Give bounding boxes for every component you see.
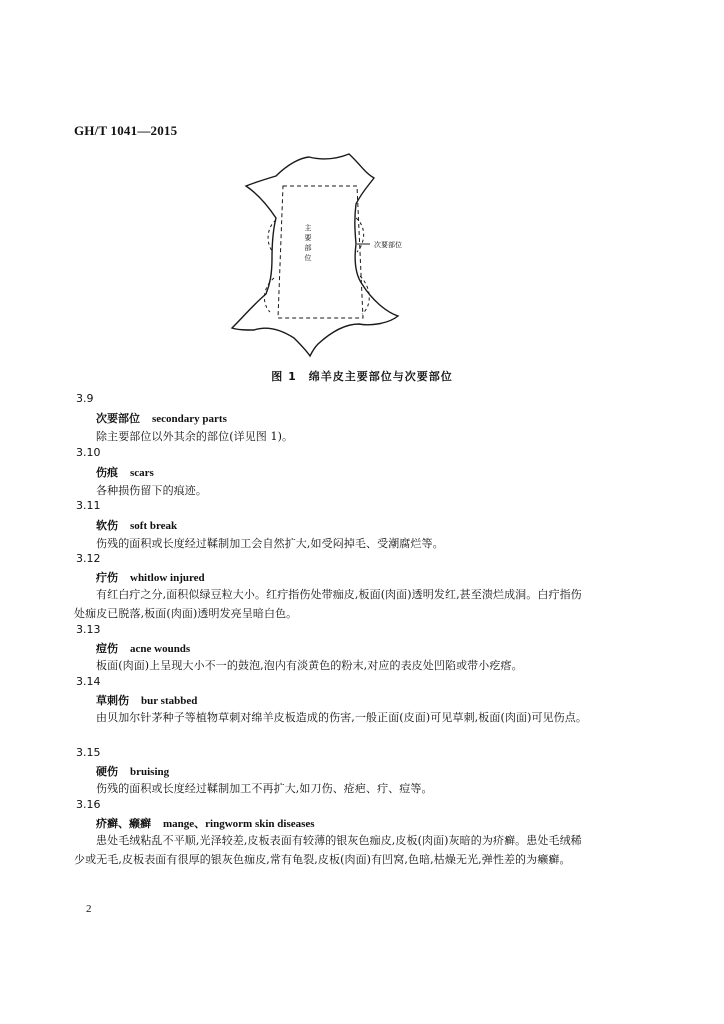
entry-number: 3.12 — [76, 552, 101, 565]
entry-number: 3.11 — [76, 499, 101, 512]
term-definition: 由贝加尔针茅种子等植物草刺对绵羊皮板造成的伤害,一般正面(皮面)可见草刺,板面(肉面)可见伤点。 — [96, 711, 587, 724]
term-en: soft break — [130, 520, 178, 532]
term-cn: 硬伤 — [96, 765, 118, 778]
term-cn: 软伤 — [96, 519, 118, 532]
page-number: 2 — [86, 903, 92, 915]
term-definition: 除主要部位以外其余的部位(详见图 1)。 — [96, 430, 294, 443]
term-en: secondary parts — [152, 413, 227, 425]
main-area-boundary — [278, 186, 363, 318]
term-definition: 各种损伤留下的痕迹。 — [96, 484, 207, 497]
term-heading — [96, 517, 177, 533]
term-cn: 次要部位 — [96, 412, 140, 425]
entry-number: 3.16 — [76, 798, 101, 811]
term-heading — [96, 692, 197, 708]
term-cn: 疔伤 — [96, 571, 118, 584]
term-heading — [96, 640, 190, 656]
term-en: acne wounds — [130, 643, 191, 655]
entry-number: 3.15 — [76, 746, 101, 759]
main-area-label-char: 主 — [304, 224, 312, 232]
term-definition: 伤残的面积或长度经过鞣制加工不再扩大,如刀伤、疮疤、疔、痘等。 — [96, 782, 433, 795]
figure-caption: 图 1 绵羊皮主要部位与次要部位 — [271, 370, 453, 383]
term-definition: 板面(肉面)上呈现大小不一的鼓泡,泡内有淡黄色的粉末,对应的表皮处凹陷或带小疙瘩。 — [96, 659, 523, 672]
entry-number: 3.10 — [76, 446, 101, 459]
entry-number: 3.9 — [76, 392, 94, 405]
term-heading — [96, 464, 154, 480]
term-en: mange、ringworm skin diseases — [163, 818, 315, 830]
term-cn: 痘伤 — [96, 642, 118, 655]
main-area-label-char: 位 — [304, 254, 312, 262]
term-definition: 伤残的面积或长度经过鞣制加工会自然扩大,如受闷掉毛、受潮腐烂等。 — [96, 537, 444, 550]
pelt-outline — [232, 154, 398, 356]
entry-number: 3.13 — [76, 623, 101, 636]
main-area-label-char: 要 — [304, 234, 312, 242]
term-definition: 有红白疔之分,面积似绿豆粒大小。红疔指伤处带痂皮,板面(肉面)透明发红,甚至溃烂成洞。白疔指伤处痂皮已脱落,板面(肉面)透明发亮呈暗白色。 — [74, 588, 582, 620]
term-cn: 疥癣、癞癣 — [96, 817, 151, 830]
term-heading — [96, 569, 205, 585]
term-heading — [96, 410, 227, 426]
term-en: whitlow injured — [130, 572, 205, 584]
main-area-label-char: 部 — [304, 244, 312, 252]
term-heading — [96, 763, 169, 779]
term-en: bur stabbed — [141, 695, 198, 707]
term-cn: 伤痕 — [96, 466, 118, 479]
standard-code-header: GH/T 1041—2015 — [74, 123, 178, 138]
secondary-area-label: 次要部位 — [374, 241, 402, 249]
term-en: scars — [130, 467, 154, 479]
term-heading — [96, 815, 315, 831]
term-en: bruising — [130, 766, 170, 778]
sheepskin-diagram — [210, 148, 430, 363]
term-cn: 草刺伤 — [96, 694, 129, 707]
term-definition: 患处毛绒粘乱不平顺,光泽较差,皮板表面有较薄的银灰色痂皮,皮板(肉面)灰暗的为疥癣。患处毛绒稀少或无毛,皮板表面有很厚的银灰色痂皮,常有龟裂,皮板(肉面)有凹窝,色暗,枯燥无光,弹性差的为癞癣。 — [74, 834, 582, 866]
entry-number: 3.14 — [76, 675, 101, 688]
